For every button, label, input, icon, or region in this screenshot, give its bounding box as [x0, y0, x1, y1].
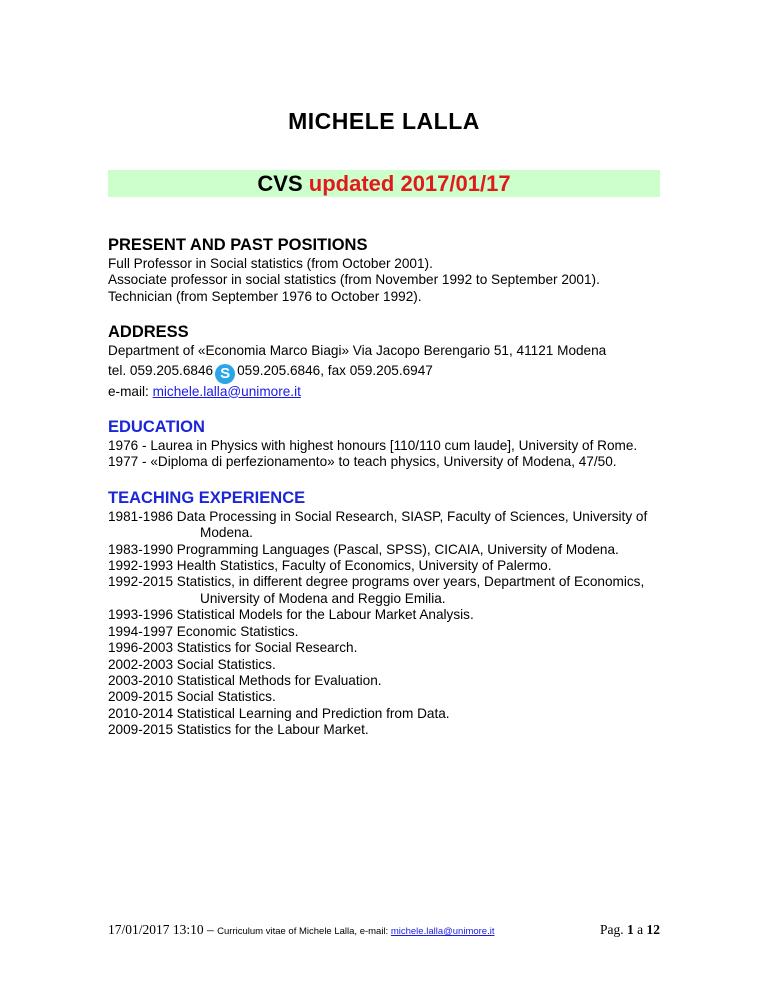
position-item: Technician (from September 1976 to October 1992). — [108, 288, 422, 304]
teaching-item: 1981-1986 Data Processing in Social Research, SIASP, Faculty of Sciences, University of Modena. — [108, 508, 648, 541]
teaching-item: 2009-2015 Social Statistics. — [108, 689, 276, 705]
address-section — [108, 323, 668, 400]
education-section — [108, 418, 668, 471]
page-number — [600, 922, 660, 938]
footer-dash: – — [203, 922, 218, 937]
email-label: e-mail: — [108, 383, 153, 399]
footer-left — [108, 922, 494, 938]
email-line — [108, 384, 668, 400]
teaching-item: 1992-1993 Health Statistics, Faculty of Economics, University of Palermo. — [108, 558, 552, 574]
positions-heading: PRESENT AND PAST POSITIONS — [108, 236, 368, 254]
footer-datetime: 17/01/2017 13:10 — [108, 922, 204, 937]
teaching-section — [108, 489, 668, 739]
teaching-item: 2010-2014 Statistical Learning and Prediction from Data. — [108, 705, 450, 721]
education-heading: EDUCATION — [108, 418, 205, 437]
address-heading: ADDRESS — [108, 323, 189, 342]
tel-suffix: 059.205.6846, fax 059.205.6947 — [237, 362, 433, 378]
pag-label: Pag. — [600, 922, 624, 937]
footer-email-link[interactable]: michele.lalla@unimore.it — [390, 926, 495, 937]
teaching-item: 2002-2003 Social Statistics. — [108, 656, 276, 672]
teaching-heading: TEACHING EXPERIENCE — [108, 488, 306, 507]
teaching-item: 1994-1997 Economic Statistics. — [108, 623, 299, 639]
cvs-updated-banner — [108, 170, 660, 197]
total-pages: 12 — [646, 922, 660, 937]
updated-date-label: updated 2017/01/17 — [308, 171, 511, 196]
education-item: 1977 - «Diploma di perfezionamento» to teach physics, University of Modena, 47/50. — [108, 454, 617, 470]
cv-author-name: MICHELE LALLA — [288, 108, 480, 134]
teaching-item: 1983-1990 Programming Languages (Pascal, SPSS), CICAIA, University of Modena. — [108, 541, 619, 557]
teaching-item: 2009-2015 Statistics for the Labour Market. — [108, 722, 369, 738]
cv-content — [108, 236, 668, 757]
pag-a: a — [637, 922, 644, 937]
cvs-label: CVS — [257, 171, 303, 196]
positions-section — [108, 236, 668, 305]
teaching-item: 1992-2015 Statistics, in different degree programs over years, Department of Economics, University of Modena and Reggio Emilia. — [108, 574, 645, 606]
current-page: 1 — [627, 922, 634, 937]
email-link[interactable]: michele.lalla@unimore.it — [152, 383, 301, 399]
position-item: Full Professor in Social statistics (from October 2001). — [108, 256, 433, 271]
teaching-item: 1993-1996 Statistical Models for the Labour Market Analysis. — [108, 607, 474, 623]
telephone-line — [108, 363, 668, 384]
teaching-item: 2003-2010 Statistical Methods for Evaluation. — [108, 672, 382, 688]
teaching-item: 1996-2003 Statistics for Social Research. — [108, 640, 358, 656]
page-footer — [108, 922, 660, 938]
education-item: 1976 - Laurea in Physics with highest honours [110/110 cum laude], University of Rome. — [108, 438, 638, 454]
tel-prefix: tel. 059.205.6846 — [108, 362, 214, 378]
position-item: Associate professor in social statistics (from November 1992 to September 2001). — [108, 272, 600, 288]
address-line: Department of «Economia Marco Biagi» Via Jacopo Berengario 51, 41121 Modena — [108, 343, 607, 359]
skype-icon[interactable]: S — [215, 364, 235, 384]
footer-description: Curriculum vitae of Michele Lalla, e-mail: — [217, 926, 391, 937]
